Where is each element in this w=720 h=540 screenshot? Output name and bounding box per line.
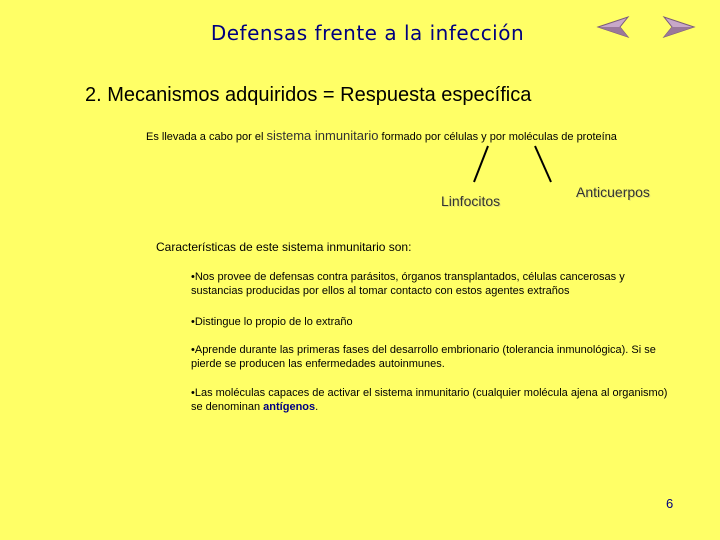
bullet-item xyxy=(191,386,671,414)
bullet-item: •Nos provee de defensas contra parásitos, órganos transplantados, células cancerosas y sustancias producidas por ellos al tomar contacto con estos agentes extraños xyxy=(191,271,625,297)
bullet-text-end: . xyxy=(315,401,319,413)
label-anticuerpos: Anticuerpos xyxy=(576,184,650,200)
keyword-antigenos: antígenos xyxy=(263,401,316,413)
page-number: 6 xyxy=(666,496,674,511)
bullet-text: •Las moléculas capaces de activar el sistema inmunitario (cualquier molécula ajena al organismo) se denominan xyxy=(191,387,668,413)
features-heading: Características de este sistema inmunitario son: xyxy=(156,240,412,254)
section-heading: 2. Mecanismos adquiridos = Respuesta específica xyxy=(85,84,532,106)
arrow-to-linfocitos xyxy=(474,146,488,182)
intro-keyword: sistema inmunitario xyxy=(266,128,379,143)
label-linfocitos: Linfocitos xyxy=(441,193,501,209)
intro-text-start: Es llevada a cabo por el xyxy=(146,131,267,143)
slide-title: Defensas frente a la infección xyxy=(210,21,525,45)
intro-text-end: formado por células y por moléculas de proteína xyxy=(378,131,617,143)
arrow-to-anticuerpos xyxy=(535,146,551,182)
bullet-item: •Aprende durante las primeras fases del desarrollo embrionario (tolerancia inmunológica). Si se pierde se producen las enfermedades autoinmunes. xyxy=(191,344,656,370)
bullet-item: •Distingue lo propio de lo extraño xyxy=(191,316,353,328)
